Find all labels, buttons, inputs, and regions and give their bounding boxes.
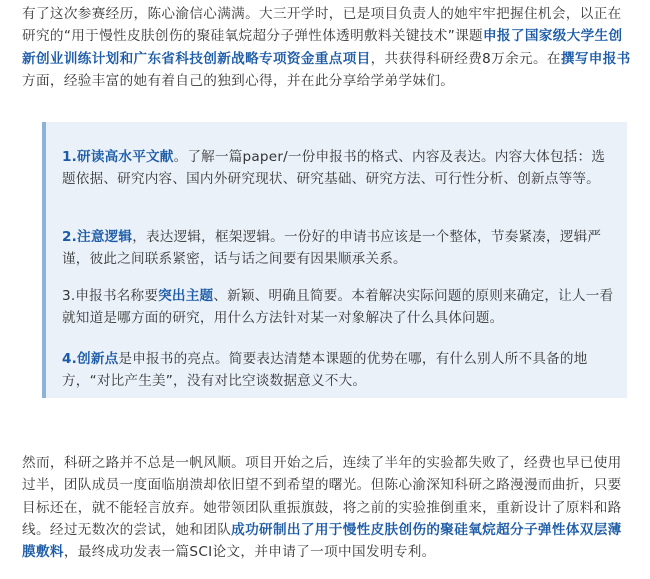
tip-2-number: 2. (62, 229, 78, 245)
intro-highlight-project: 申报了国家级大学生创新创业训练计划和广东省科技创新战略专项资金重点项目 (22, 28, 623, 67)
intro-text-1: 有了这次参赛经历，陈心渝信心满满。大三开学时，已是项目负责人的她牢牢把握住机会，以正在研究的“用于慢性皮肤创伤的聚硅氧烷超分子弹性体透明敷料关键技术”课题 (22, 6, 622, 45)
tip-4-text: 是申报书的亮点。简要表达清楚本课题的优势在哪，有什么别人所不具备的地方，“对比产生美”，没有对比空谈数据意义不大。 (62, 351, 588, 390)
tip-4-number: 4. (62, 351, 78, 367)
tip-3-prefix: 3.申报书名称要 (62, 288, 159, 304)
tips-callout-box (42, 122, 627, 398)
outcome-text-1: 然而，科研之路并不总是一帆风顺。项目开始之后，连续了半年的实验都失败了，经费也早已使用过半，团队成员一度面临崩溃却依旧望不到希望的曙光。但陈心渝深知科研之路漫漫而曲折，只要目标还在，就不能轻言放弃。她带领团队重振旗鼓，将之前的实验推倒重来，重新设计了原料和路线。经过无数次的尝试，她和团队 (22, 455, 622, 538)
intro-highlight-writing: 撰写申报书 (560, 50, 631, 67)
outcome-paragraph (22, 452, 632, 563)
tip-3-keyword: 突出主题 (158, 288, 214, 304)
intro-text-2: ，共获得科研经费8万余元。在 (370, 50, 561, 67)
tip-1-text: 。了解一篇paper/一份申报书的格式、内容及表达。内容大体包括：选题依据、研究内容、国内外研究现状、研究基础、研究方法、可行性分析、创新点等等。 (62, 149, 606, 188)
tip-item-3 (62, 285, 617, 330)
tip-item-4 (62, 348, 617, 393)
tip-1-number: 1. (62, 149, 78, 165)
outcome-highlight-result: 成功研制出了用于慢性皮肤创伤的聚硅氧烷超分子弹性体双层薄膜敷料 (22, 521, 622, 561)
intro-paragraph (22, 3, 632, 92)
outcome-text-2: ，最终成功发表一篇SCI论文，并申请了一项中国发明专利。 (63, 544, 436, 561)
tip-2-keyword: 注意逻辑 (77, 229, 133, 245)
intro-text-3: 方面，经验丰富的她有着自己的独到心得，并在此分享给学弟学妹们。 (22, 72, 455, 89)
tip-item-1 (62, 146, 617, 191)
tip-item-2 (62, 226, 617, 271)
tip-2-text: ，表达逻辑，框架逻辑。一份好的申请书应该是一个整体，节奏紧凑，逻辑严谨，彼此之间联系紧密，话与话之间要有因果顺承关系。 (62, 229, 602, 268)
tip-1-keyword: 研读高水平文献 (77, 149, 174, 165)
tip-4-keyword: 创新点 (77, 351, 119, 367)
tip-3-text: 、新颖、明确且简要。本着解决实际问题的原则来确定，让人一看就知道是哪方面的研究，用什么方法针对某一对象解决了什么具体问题。 (62, 288, 614, 327)
